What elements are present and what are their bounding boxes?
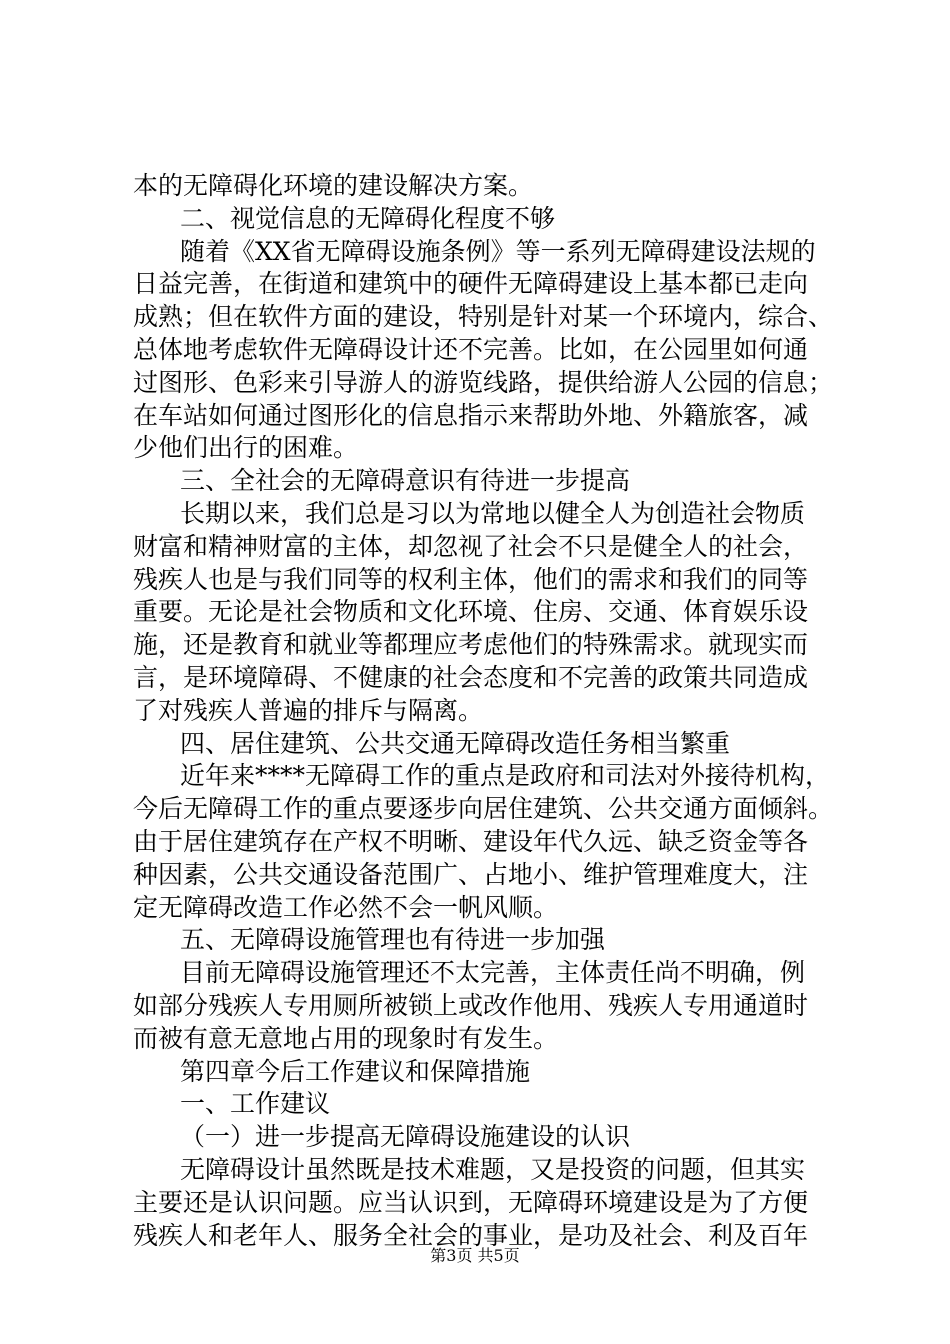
text-line: 残疾人和老年人、服务全社会的事业，是功及社会、利及百年 (133, 1220, 809, 1250)
text-line: 三、全社会的无障碍意识有待进一步提高 (180, 466, 631, 496)
text-line: 本的无障碍化环境的建设解决方案。 (133, 171, 534, 200)
text-line: 少他们出行的困难。 (133, 433, 359, 463)
text-line: 由于居住建筑存在产权不明晰、建设年代久远、缺乏资金等各 (133, 826, 809, 856)
text-line: 在车站如何通过图形化的信息指示来帮助外地、外籍旅客，减 (133, 400, 809, 430)
text-line: 如部分残疾人专用厕所被锁上或改作他用、残疾人专用通道时 (133, 990, 809, 1020)
text-line: 而被有意无意地占用的现象时有发生。 (133, 1023, 559, 1053)
text-line: 种因素，公共交通设备范围广、占地小、维护管理难度大，注 (133, 859, 809, 889)
text-line: 言，是环境障碍、不健康的社会态度和不完善的政策共同造成 (133, 662, 809, 692)
document-body (133, 170, 853, 1252)
text-line: 了对残疾人普遍的排斥与隔离。 (133, 695, 484, 725)
text-line: 财富和精神财富的主体，却忽视了社会不只是健全人的社会， (133, 531, 809, 561)
text-line: 过图形、色彩来引导游人的游览线路，提供给游人公园的信息； (133, 367, 834, 397)
text-line: 四、居住建筑、公共交通无障碍改造任务相当繁重 (180, 728, 731, 758)
text-line: 重要。无论是社会物质和文化环境、住房、交通、体育娱乐设 (133, 597, 809, 627)
text-line: 五、无障碍设施管理也有待进一步加强 (180, 925, 606, 955)
text-line: 成熟；但在软件方面的建设，特别是针对某一个环境内，综合、 (133, 302, 834, 332)
page-footer: 第3页 共5页 (430, 1246, 520, 1265)
text-line: 近年来****无障碍工作的重点是政府和司法对外接待机构， (180, 761, 831, 791)
text-line: 随着《XX省无障碍设施条例》等一系列无障碍建设法规的 (180, 236, 816, 266)
text-line: 日益完善，在街道和建筑中的硬件无障碍建设上基本都已走向 (133, 269, 809, 299)
text-line: 总体地考虑软件无障碍设计还不完善。比如，在公园里如何通 (133, 334, 809, 364)
text-line: 二、视觉信息的无障碍化程度不够 (180, 203, 556, 233)
text-line: 目前无障碍设施管理还不太完善，主体责任尚不明确，例 (180, 958, 806, 988)
text-line: 一、工作建议 (180, 1089, 331, 1119)
text-line: 主要还是认识问题。应当认识到，无障碍环境建设是为了方便 (133, 1187, 809, 1217)
text-line: 长期以来，我们总是习以为常地以健全人为创造社会物质 (180, 498, 806, 528)
text-line: 施，还是教育和就业等都理应考虑他们的特殊需求。就现实而 (133, 630, 809, 660)
text-line: （一）进一步提高无障碍设施建设的认识 (180, 1122, 631, 1152)
text-line: 无障碍设计虽然既是技术难题，又是投资的问题，但其实 (180, 1154, 806, 1184)
text-line: 第四章今后工作建议和保障措施 (180, 1056, 531, 1086)
text-line: 定无障碍改造工作必然不会一帆风顺。 (133, 892, 559, 922)
text-line: 今后无障碍工作的重点要逐步向居住建筑、公共交通方面倾斜。 (133, 794, 834, 824)
text-line: 残疾人也是与我们同等的权利主体，他们的需求和我们的同等 (133, 564, 809, 594)
